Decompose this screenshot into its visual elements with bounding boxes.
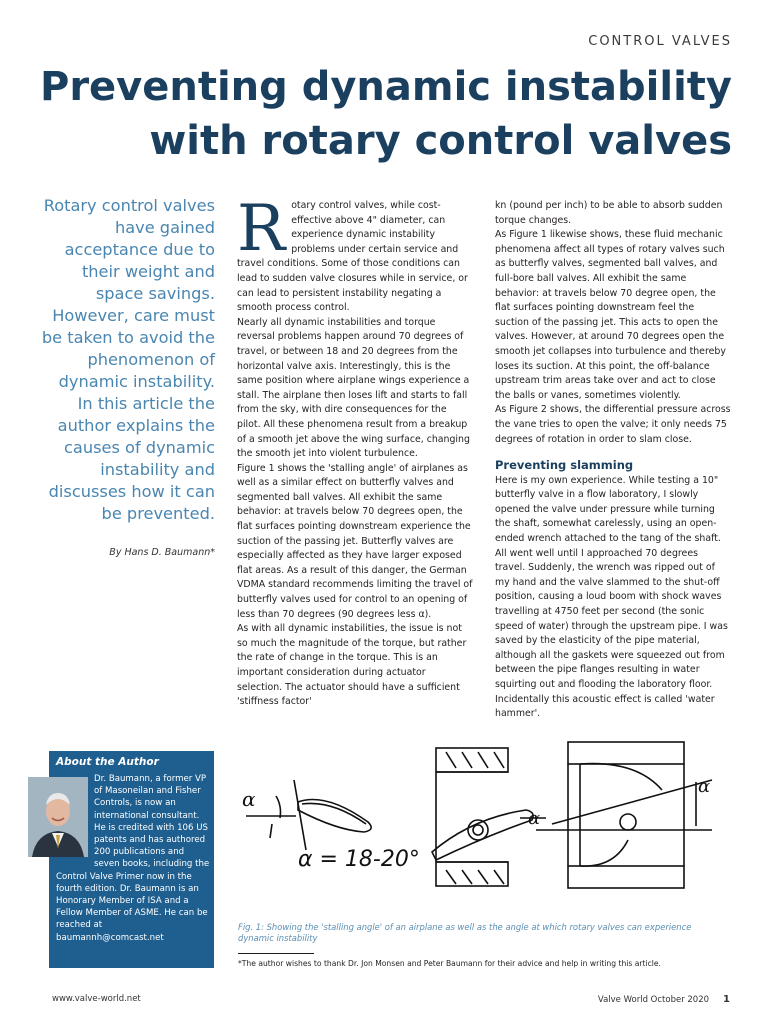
footer-issue-text: Valve World October 2020	[597, 995, 710, 1005]
intro-text: Rotary control valves have gained acceptance due to their weight and space savings. However, care must be taken to avoid the phenomenon of dynamic instability. In this article the author explains the causes of dynamic instability and discusses how it can be prevented.	[41, 196, 215, 523]
footnote-rule	[238, 953, 314, 954]
angle-label: α = 18-20°	[298, 847, 420, 872]
author-bio	[56, 773, 211, 944]
footer-website: www.valve-world.net	[52, 994, 141, 1004]
paragraph: As Figure 1 likewise shows, these fluid mechanic phenomena affect all types of rotary valves such as butterfly valves, segmented ball valves, and full-bore ball valves. All exhibit the same behavior: at travels below 70 degree open, the flat surfaces pointing downstream feel the suction of the passing jet. This acts to open the valves. However, at around 70 degrees open the smooth jet collapses into turbulence and thereby loses its suction. At this point, the off-balance upstream trim areas take over and act to close the balls or vanes, sometimes violently.	[495, 229, 726, 401]
author-bio-text: Dr. Baumann, a former VP of Masoneilan and Fisher Controls, is now an international consultant. He is credited with 106 US patents and has authored 200 publications and seven books, including the Control Valve Primer now in the fourth edition. Dr. Baumann is an Honorary Member of ISA and a Fellow Member of ASME. He can be reached at baumannh@comcast.net	[56, 774, 210, 943]
article-column-1	[237, 192, 473, 710]
paragraph: Here is my own experience. While testing a 10" butterfly valve in a flow laboratory, I slowly opened the valve under pressure while turning the shaft, somewhat carelessly, using an open-ended wrench attached to the tang of the shaft. All went well until I approached 70 degrees travel. Suddenly, the wrench was ripped out of my hand and the valve slammed to the shut-off position, causing a loud boom with shock waves travelling at 4750 feet per second (the sonic speed of water) through the upstream pipe. I was saved by the elasticity of the pipe material, although all the gaskets were squeezed out from between the pipe flanges resulting in water squirting out and flooding the laboratory floor. Incidentally this acoustic effect is called 'water hammer'.	[495, 474, 728, 720]
about-author-box	[49, 751, 214, 968]
drop-cap: R	[237, 192, 286, 266]
paragraph: otary control valves, while cost-effective above 4" diameter, can experience dynamic instability problems under certain service and travel conditions. Some of those conditions can lead to sudden valve closures while in service, or can lead to persistent instability negating a smooth process control.	[237, 200, 468, 314]
page-number: 1	[723, 994, 730, 1005]
alpha-label: α	[242, 787, 256, 811]
figure-1-diagram	[236, 720, 720, 912]
paragraph: Nearly all dynamic instabilities and torque reversal problems happen around 70 degrees of travel, or between 18 and 20 degrees from the horizontal valve axis. Interestingly, this is the same position where airplane wings experience a stall. The airplane then loses lift and starts to fall from the sky, with dire consequences for the pilot. All these phenomena result from a breakup of a smooth jet above the wing surface, changing the smooth jet into violent turbulence.	[237, 316, 470, 460]
figure-caption: Fig. 1: Showing the 'stalling angle' of an airplane as well as the angle at which rotary valves can experience dynamic instability	[238, 922, 692, 943]
paragraph: kn (pound per inch) to be able to absorb sudden torque changes.	[495, 200, 723, 226]
title-line-2: with rotary control valves	[149, 118, 732, 164]
subheading: Preventing slamming	[495, 458, 634, 473]
article-title	[32, 60, 732, 168]
alpha-label: α	[698, 776, 711, 797]
article-column-2	[495, 199, 731, 722]
footer-issue	[598, 994, 730, 1005]
paragraph: Figure 1 shows the 'stalling angle' of airplanes as well as a similar effect on butterfly valves and segmented ball valves. All exhibit the same behavior: at travels below 70 degrees open, the flat surfaces pointing downstream experience the suction of the passing jet. Butterfly valves are especially affected as they have larger exposed flat areas. As a result of this danger, the German VDMA standard recommends limiting the travel of butterfly valves used for control to an opening of less than 70 degrees (90 degrees less α).	[237, 462, 473, 620]
title-line-1: Preventing dynamic instability	[40, 64, 732, 110]
paragraph: As with all dynamic instabilities, the issue is not so much the magnitude of the torque, but rather the rate of change in the torque. This is an important consideration during actuator selection. The actuator should have a sufficient 'stiffness factor'	[237, 623, 467, 708]
footnote: *The author wishes to thank Dr. Jon Monsen and Peter Baumann for their advice and help in writing this article.	[238, 959, 661, 968]
byline: By Hans D. Baumann*	[109, 547, 215, 558]
alpha-label: α	[528, 808, 541, 829]
paragraph: As Figure 2 shows, the differential pressure across the vane tries to open the valve; it only needs 75 degrees of rotation in order to slam close.	[495, 404, 731, 445]
author-box-title: About the Author	[56, 756, 159, 768]
section-label: CONTROL VALVES	[588, 34, 732, 49]
author-photo	[28, 777, 88, 857]
